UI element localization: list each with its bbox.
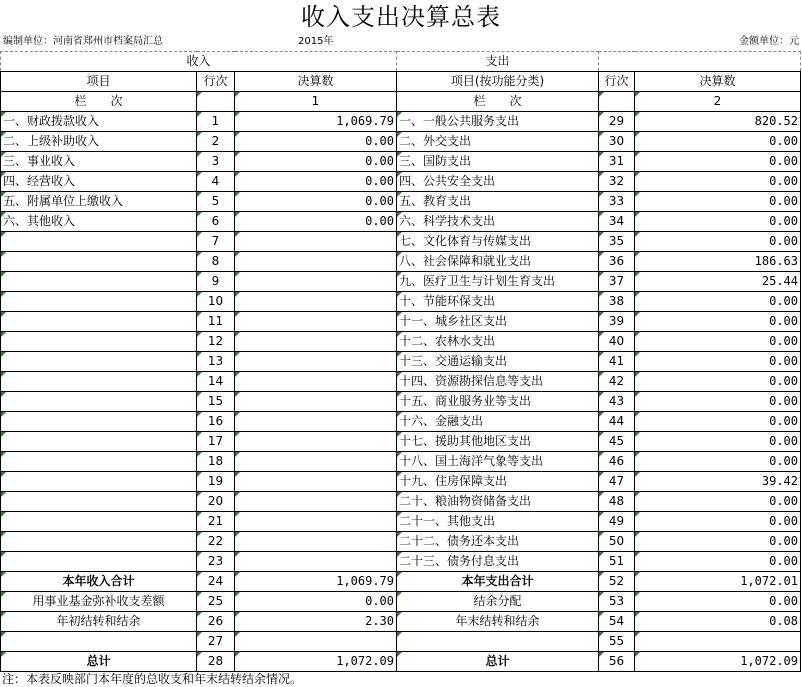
expense-item: 一、一般公共服务支出 <box>397 112 599 132</box>
table-row <box>1 172 801 192</box>
expense-row-no: 33 <box>599 192 635 212</box>
expense-item: 四、公共安全支出 <box>397 172 599 192</box>
expense-row-no: 41 <box>599 352 635 372</box>
col-header-row-no: 行次 <box>197 72 235 92</box>
income-row-no: 15 <box>197 392 235 412</box>
col-index-2: 2 <box>635 92 801 112</box>
expense-item: 九、医疗卫生与计划生育支出 <box>397 272 599 292</box>
income-item <box>1 392 197 412</box>
expense-row-no: 53 <box>599 592 635 612</box>
expense-row-no: 47 <box>599 472 635 492</box>
table-row <box>1 472 801 492</box>
expense-amount: 0.00 <box>635 432 801 452</box>
income-item <box>1 632 197 652</box>
expense-item: 十、节能环保支出 <box>397 292 599 312</box>
table-row <box>1 492 801 512</box>
col-header-row-no-2: 行次 <box>599 72 635 92</box>
income-row-no: 17 <box>197 432 235 452</box>
expense-section-header: 支出 <box>397 52 599 72</box>
summary-row <box>1 632 801 652</box>
income-amount: 1,069.79 <box>235 112 397 132</box>
income-item <box>1 232 197 252</box>
expense-amount: 0.00 <box>635 132 801 152</box>
income-item <box>1 492 197 512</box>
expense-row-no: 54 <box>599 612 635 632</box>
income-row-no: 18 <box>197 452 235 472</box>
income-amount <box>235 232 397 252</box>
expense-item: 总计 <box>397 652 599 672</box>
table-row <box>1 152 801 172</box>
income-item <box>1 512 197 532</box>
income-item <box>1 412 197 432</box>
income-row-no: 14 <box>197 372 235 392</box>
income-item <box>1 352 197 372</box>
income-item: 三、事业收入 <box>1 152 197 172</box>
income-item <box>1 532 197 552</box>
table-row <box>1 432 801 452</box>
table-row <box>1 312 801 332</box>
footnote: 注：本表反映部门本年度的总收支和年末结转结余情况。 <box>2 672 303 686</box>
income-section-header: 收入 <box>1 52 397 72</box>
expense-item: 本年支出合计 <box>397 572 599 592</box>
income-amount <box>235 312 397 332</box>
income-item <box>1 252 197 272</box>
col-header-item-func: 项目(按功能分类) <box>397 72 599 92</box>
expense-amount: 0.00 <box>635 312 801 332</box>
table-row <box>1 332 801 352</box>
expense-amount: 0.00 <box>635 152 801 172</box>
income-item: 一、财政拨款收入 <box>1 112 197 132</box>
income-expense-table <box>0 51 801 672</box>
income-amount <box>235 392 397 412</box>
expense-item: 十六、金融支出 <box>397 412 599 432</box>
income-amount <box>235 492 397 512</box>
expense-item: 十二、农林水支出 <box>397 332 599 352</box>
expense-item: 八、社会保障和就业支出 <box>397 252 599 272</box>
expense-row-no: 38 <box>599 292 635 312</box>
table-row <box>1 252 801 272</box>
income-row-no: 27 <box>197 632 235 652</box>
expense-amount: 0.00 <box>635 512 801 532</box>
income-amount: 0.00 <box>235 152 397 172</box>
income-row-no: 22 <box>197 532 235 552</box>
table-row <box>1 372 801 392</box>
table-row <box>1 452 801 472</box>
income-row-no: 8 <box>197 252 235 272</box>
income-row-no: 5 <box>197 192 235 212</box>
income-amount <box>235 532 397 552</box>
income-row-no: 13 <box>197 352 235 372</box>
col-index-blank <box>197 92 235 112</box>
income-amount <box>235 272 397 292</box>
col-header-amount: 决算数 <box>235 72 397 92</box>
table-row <box>1 352 801 372</box>
table-row <box>1 532 801 552</box>
expense-item: 二十、粮油物资储备支出 <box>397 492 599 512</box>
compiler-unit: 编制单位：河南省郑州市档案局汇总 <box>3 36 163 47</box>
income-amount <box>235 252 397 272</box>
expense-item: 结余分配 <box>397 592 599 612</box>
col-index-label-2: 栏 次 <box>397 92 599 112</box>
expense-amount <box>635 632 801 652</box>
income-row-no: 9 <box>197 272 235 292</box>
income-item: 总计 <box>1 652 197 672</box>
income-row-no: 1 <box>197 112 235 132</box>
summary-row <box>1 612 801 632</box>
col-header-item: 项目 <box>1 72 197 92</box>
expense-row-no: 44 <box>599 412 635 432</box>
income-amount: 0.00 <box>235 592 397 612</box>
income-item: 用事业基金弥补收支差额 <box>1 592 197 612</box>
expense-item: 三、国防支出 <box>397 152 599 172</box>
expense-row-no: 52 <box>599 572 635 592</box>
income-item <box>1 312 197 332</box>
expense-item: 十三、交通运输支出 <box>397 352 599 372</box>
expense-row-no: 42 <box>599 372 635 392</box>
expense-item: 年末结转和结余 <box>397 612 599 632</box>
income-row-no: 12 <box>197 332 235 352</box>
expense-amount: 39.42 <box>635 472 801 492</box>
expense-item: 六、科学技术支出 <box>397 212 599 232</box>
column-index-row <box>1 92 801 112</box>
expense-amount: 0.00 <box>635 172 801 192</box>
income-amount <box>235 452 397 472</box>
income-amount <box>235 432 397 452</box>
expense-row-no: 55 <box>599 632 635 652</box>
expense-row-no: 43 <box>599 392 635 412</box>
income-row-no: 10 <box>197 292 235 312</box>
income-item: 五、附属单位上缴收入 <box>1 192 197 212</box>
summary-row <box>1 572 801 592</box>
income-amount <box>235 372 397 392</box>
col-index-1: 1 <box>235 92 397 112</box>
income-amount: 1,072.09 <box>235 652 397 672</box>
expense-item: 十五、商业服务业等支出 <box>397 392 599 412</box>
expense-amount: 0.00 <box>635 232 801 252</box>
income-row-no: 24 <box>197 572 235 592</box>
expense-amount: 0.00 <box>635 552 801 572</box>
table-row <box>1 512 801 532</box>
income-amount: 0.00 <box>235 132 397 152</box>
income-amount <box>235 632 397 652</box>
income-row-no: 7 <box>197 232 235 252</box>
expense-item: 十四、资源勘探信息等支出 <box>397 372 599 392</box>
expense-amount: 0.00 <box>635 392 801 412</box>
expense-item <box>397 632 599 652</box>
income-amount: 0.00 <box>235 212 397 232</box>
expense-item: 五、教育支出 <box>397 192 599 212</box>
table-row <box>1 232 801 252</box>
income-item <box>1 292 197 312</box>
expense-amount: 0.08 <box>635 612 801 632</box>
table-row <box>1 292 801 312</box>
summary-row <box>1 592 801 612</box>
expense-item: 十八、国土海洋气象等支出 <box>397 452 599 472</box>
expense-row-no: 31 <box>599 152 635 172</box>
expense-row-no: 37 <box>599 272 635 292</box>
expense-row-no: 35 <box>599 232 635 252</box>
amount-unit: 金额单位：元 <box>739 36 799 47</box>
expense-amount: 0.00 <box>635 592 801 612</box>
expense-amount: 0.00 <box>635 532 801 552</box>
expense-item: 十九、住房保障支出 <box>397 472 599 492</box>
expense-row-no: 40 <box>599 332 635 352</box>
table-row <box>1 212 801 232</box>
expense-amount: 25.44 <box>635 272 801 292</box>
income-amount <box>235 552 397 572</box>
section-header-row <box>1 52 801 72</box>
expense-item: 十一、城乡社区支出 <box>397 312 599 332</box>
expense-amount: 820.52 <box>635 112 801 132</box>
income-amount: 0.00 <box>235 192 397 212</box>
income-row-no: 3 <box>197 152 235 172</box>
income-row-no: 23 <box>197 552 235 572</box>
income-amount <box>235 512 397 532</box>
expense-amount: 0.00 <box>635 492 801 512</box>
expense-item: 二十二、债务还本支出 <box>397 532 599 552</box>
table-row <box>1 552 801 572</box>
expense-amount: 0.00 <box>635 292 801 312</box>
expense-amount: 0.00 <box>635 212 801 232</box>
table-row <box>1 112 801 132</box>
col-index-label: 栏 次 <box>1 92 197 112</box>
income-row-no: 19 <box>197 472 235 492</box>
income-amount: 2.30 <box>235 612 397 632</box>
expense-amount: 0.00 <box>635 372 801 392</box>
income-item <box>1 552 197 572</box>
income-amount: 1,069.79 <box>235 572 397 592</box>
expense-amount: 0.00 <box>635 192 801 212</box>
expense-row-no: 32 <box>599 172 635 192</box>
income-amount <box>235 332 397 352</box>
expense-row-no: 45 <box>599 432 635 452</box>
summary-row <box>1 652 801 672</box>
table-row <box>1 412 801 432</box>
expense-row-no: 49 <box>599 512 635 532</box>
income-item: 六、其他收入 <box>1 212 197 232</box>
income-row-no: 4 <box>197 172 235 192</box>
table-row <box>1 392 801 412</box>
expense-row-no: 46 <box>599 452 635 472</box>
expense-row-no: 30 <box>599 132 635 152</box>
col-header-amount-2: 决算数 <box>635 72 801 92</box>
income-row-no: 25 <box>197 592 235 612</box>
income-item: 二、上级补助收入 <box>1 132 197 152</box>
expense-section-blank <box>599 52 801 72</box>
table-row <box>1 132 801 152</box>
income-row-no: 28 <box>197 652 235 672</box>
expense-row-no: 39 <box>599 312 635 332</box>
income-row-no: 20 <box>197 492 235 512</box>
income-amount: 0.00 <box>235 172 397 192</box>
income-item <box>1 472 197 492</box>
income-amount <box>235 412 397 432</box>
expense-item: 七、文化体育与传媒支出 <box>397 232 599 252</box>
expense-item: 二十三、债务付息支出 <box>397 552 599 572</box>
income-item: 四、经营收入 <box>1 172 197 192</box>
expense-amount: 1,072.01 <box>635 572 801 592</box>
expense-row-no: 36 <box>599 252 635 272</box>
income-row-no: 2 <box>197 132 235 152</box>
expense-row-no: 34 <box>599 212 635 232</box>
expense-row-no: 48 <box>599 492 635 512</box>
income-item: 本年收入合计 <box>1 572 197 592</box>
income-item <box>1 432 197 452</box>
expense-amount: 0.00 <box>635 332 801 352</box>
income-row-no: 16 <box>197 412 235 432</box>
income-item: 年初结转和结余 <box>1 612 197 632</box>
income-row-no: 26 <box>197 612 235 632</box>
expense-row-no: 29 <box>599 112 635 132</box>
report-year: 2015年 <box>298 36 334 47</box>
income-amount <box>235 352 397 372</box>
expense-amount: 186.63 <box>635 252 801 272</box>
income-amount <box>235 472 397 492</box>
income-item <box>1 332 197 352</box>
income-row-no: 21 <box>197 512 235 532</box>
expense-amount: 1,072.09 <box>635 652 801 672</box>
expense-item: 十七、援助其他地区支出 <box>397 432 599 452</box>
expense-amount: 0.00 <box>635 452 801 472</box>
income-item <box>1 372 197 392</box>
expense-item: 二、外交支出 <box>397 132 599 152</box>
table-row <box>1 272 801 292</box>
income-row-no: 6 <box>197 212 235 232</box>
table-row <box>1 192 801 212</box>
expense-item: 二十一、其他支出 <box>397 512 599 532</box>
income-row-no: 11 <box>197 312 235 332</box>
expense-row-no: 50 <box>599 532 635 552</box>
expense-row-no: 56 <box>599 652 635 672</box>
expense-amount: 0.00 <box>635 352 801 372</box>
expense-amount: 0.00 <box>635 412 801 432</box>
expense-row-no: 51 <box>599 552 635 572</box>
col-index-blank-2 <box>599 92 635 112</box>
column-header-row <box>1 72 801 92</box>
income-amount <box>235 292 397 312</box>
page-title: 收入支出决算总表 <box>301 3 501 31</box>
income-item <box>1 272 197 292</box>
income-item <box>1 452 197 472</box>
